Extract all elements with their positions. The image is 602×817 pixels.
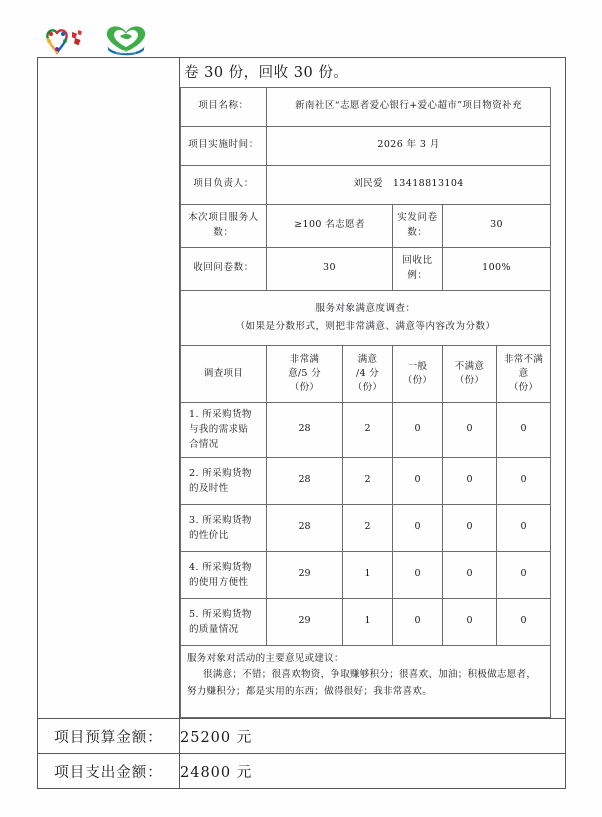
survey-row-5-vu: 0 — [497, 598, 551, 645]
survey-row-4-vs: 29 — [267, 551, 343, 598]
survey-row-1-a: 0 — [393, 402, 443, 457]
survey-column-header-row — [181, 345, 551, 402]
survey-row-3-item — [181, 504, 267, 551]
survey-row-4-s: 1 — [343, 551, 393, 598]
survey-row-5-a: 0 — [393, 598, 443, 645]
survey-row-3 — [181, 504, 551, 551]
project-time-row — [181, 126, 551, 165]
survey-row-3-vs: 28 — [267, 504, 343, 551]
survey-row-1-item-l1: 1. 所采购货物 — [189, 409, 252, 421]
survey-row-2-item — [181, 457, 267, 504]
budget-amount-label: 项目预算金额： — [38, 719, 180, 754]
survey-row-3-vu: 0 — [497, 504, 551, 551]
project-owner-value: 刘民爱 13418813104 — [267, 165, 551, 204]
survey-col-a-l1: 一般（份） — [402, 361, 433, 386]
survey-col-s-l2: /4 分 — [356, 367, 379, 379]
survey-row-1-item-l2: 与我的需求贴 — [189, 424, 249, 436]
survey-row-5-u: 0 — [443, 598, 497, 645]
issued-questionnaire-value: 30 — [443, 204, 551, 247]
project-detail-table — [180, 87, 551, 718]
survey-col-vu-l2: （份） — [508, 381, 539, 393]
survey-col-u-l1: 不满意 — [454, 361, 485, 373]
survey-row-1-vs: 28 — [267, 402, 343, 457]
survey-col-s-l3: （份） — [352, 381, 383, 393]
survey-row-5 — [181, 598, 551, 645]
survey-col-item — [181, 345, 267, 402]
survey-row-1-u: 0 — [443, 402, 497, 457]
survey-row-4-item — [181, 551, 267, 598]
survey-col-very-satisfied — [267, 345, 343, 402]
svg-text:志愿服务驿站: 志愿服务驿站 — [115, 50, 137, 54]
survey-row-2-s: 2 — [343, 457, 393, 504]
survey-row-3-s: 2 — [343, 504, 393, 551]
survey-col-average — [393, 345, 443, 402]
survey-row-2-vs: 28 — [267, 457, 343, 504]
spend-amount-value: 24800 元 — [180, 754, 566, 789]
survey-row-5-item-l1: 5. 所采购货物 — [189, 608, 252, 620]
survey-row-1 — [181, 402, 551, 457]
survey-title-cell — [181, 290, 551, 345]
right-content-column — [180, 58, 566, 719]
survey-col-item-l1: 调查项目 — [203, 367, 244, 379]
project-name-value: 新南社区“志愿者爱心银行+爱心超市”项目物资补充 — [267, 87, 551, 126]
survey-col-very-unsatisfied — [497, 345, 551, 402]
survey-row-4 — [181, 551, 551, 598]
service-count-value: ≥100 名志愿者 — [267, 204, 393, 247]
survey-col-satisfied — [343, 345, 393, 402]
survey-row-2-item-l1: 2. 所采购货物 — [189, 467, 252, 479]
survey-row-5-item-l2: 的质量情况 — [189, 623, 239, 635]
survey-col-unsatisfied — [443, 345, 497, 402]
survey-row-4-u: 0 — [443, 551, 497, 598]
survey-row-4-a: 0 — [393, 551, 443, 598]
survey-row-5-item — [181, 598, 267, 645]
survey-col-u-l2: （份） — [454, 374, 485, 386]
report-outer-table — [37, 57, 566, 789]
returned-questionnaire-label: 收回问卷数： — [181, 247, 267, 290]
survey-title-row — [181, 290, 551, 345]
feedback-cell — [181, 645, 551, 717]
survey-row-2-vu: 0 — [497, 457, 551, 504]
survey-col-vs-l1: 非常满 — [289, 354, 320, 366]
survey-row-1-s: 2 — [343, 402, 393, 457]
survey-col-vs-l3: （份） — [289, 381, 320, 393]
survey-row-2 — [181, 457, 551, 504]
survey-row-2-item-l2: 的及时性 — [189, 482, 229, 494]
survey-col-vs-l2: 意/5 分 — [288, 367, 321, 379]
survey-row-4-item-l2: 的使用方便性 — [189, 576, 249, 588]
survey-row-3-item-l1: 3. 所采购货物 — [189, 514, 252, 526]
survey-row-4-item-l1: 4. 所采购货物 — [189, 561, 252, 573]
survey-row-4-vu: 0 — [497, 551, 551, 598]
project-name-row — [181, 87, 551, 126]
survey-col-s-l1: 满意 — [357, 354, 378, 366]
survey-row-3-a: 0 — [393, 504, 443, 551]
survey-row-3-item-l2: 的性价比 — [189, 529, 229, 541]
budget-amount-row — [38, 719, 566, 754]
spend-amount-label: 项目支出金额： — [38, 754, 180, 789]
survey-row-2-a: 0 — [393, 457, 443, 504]
project-time-label: 项目实施时间： — [181, 126, 267, 165]
survey-col-vu-l1: 非常不满意 — [503, 354, 544, 379]
service-count-label: 本次项目服务人数： — [181, 204, 267, 247]
survey-row-1-item — [181, 402, 267, 457]
feedback-body: 很满意；不错；很喜欢物资，争取赚够积分；很喜欢、加油；积极做志愿者，努力赚积分；都是实用的东西；做得很好；我非常喜欢。 — [187, 669, 537, 698]
service-count-row — [181, 204, 551, 247]
feedback-title: 服务对象对活动的主要意见或建议： — [187, 652, 344, 664]
survey-title: 服务对象满意度调查： — [315, 303, 416, 315]
main-content-row — [38, 58, 566, 719]
survey-row-1-vu: 0 — [497, 402, 551, 457]
survey-subtitle: （如果是分数形式，则把非常满意、满意等内容改为分数） — [235, 320, 496, 332]
project-owner-label: 项目负责人： — [181, 165, 267, 204]
survey-row-3-u: 0 — [443, 504, 497, 551]
project-owner-row — [181, 165, 551, 204]
logo-strip — [42, 20, 172, 60]
recovery-rate-value: 100% — [443, 247, 551, 290]
survey-row-2-u: 0 — [443, 457, 497, 504]
project-time-value: 2026 年 3 月 — [267, 126, 551, 165]
survey-row-5-s: 1 — [343, 598, 393, 645]
returned-questionnaire-value: 30 — [267, 247, 393, 290]
issued-questionnaire-label: 实发问卷数： — [393, 204, 443, 247]
party-volunteer-heart-logo — [42, 23, 94, 57]
recovery-rate-label: 回收比例： — [393, 247, 443, 290]
survey-row-5-vs: 29 — [267, 598, 343, 645]
spend-amount-row — [38, 754, 566, 789]
budget-amount-value: 25200 元 — [180, 719, 566, 754]
green-heart-community-logo — [98, 22, 154, 58]
left-blank-column — [38, 58, 180, 719]
project-name-label: 项目名称： — [181, 87, 267, 126]
feedback-row — [181, 645, 551, 717]
header-sentence: 卷 30 份，回收 30 份。 — [184, 65, 349, 81]
survey-row-1-item-l3: 合情况 — [189, 439, 219, 451]
returned-questionnaire-row — [181, 247, 551, 290]
